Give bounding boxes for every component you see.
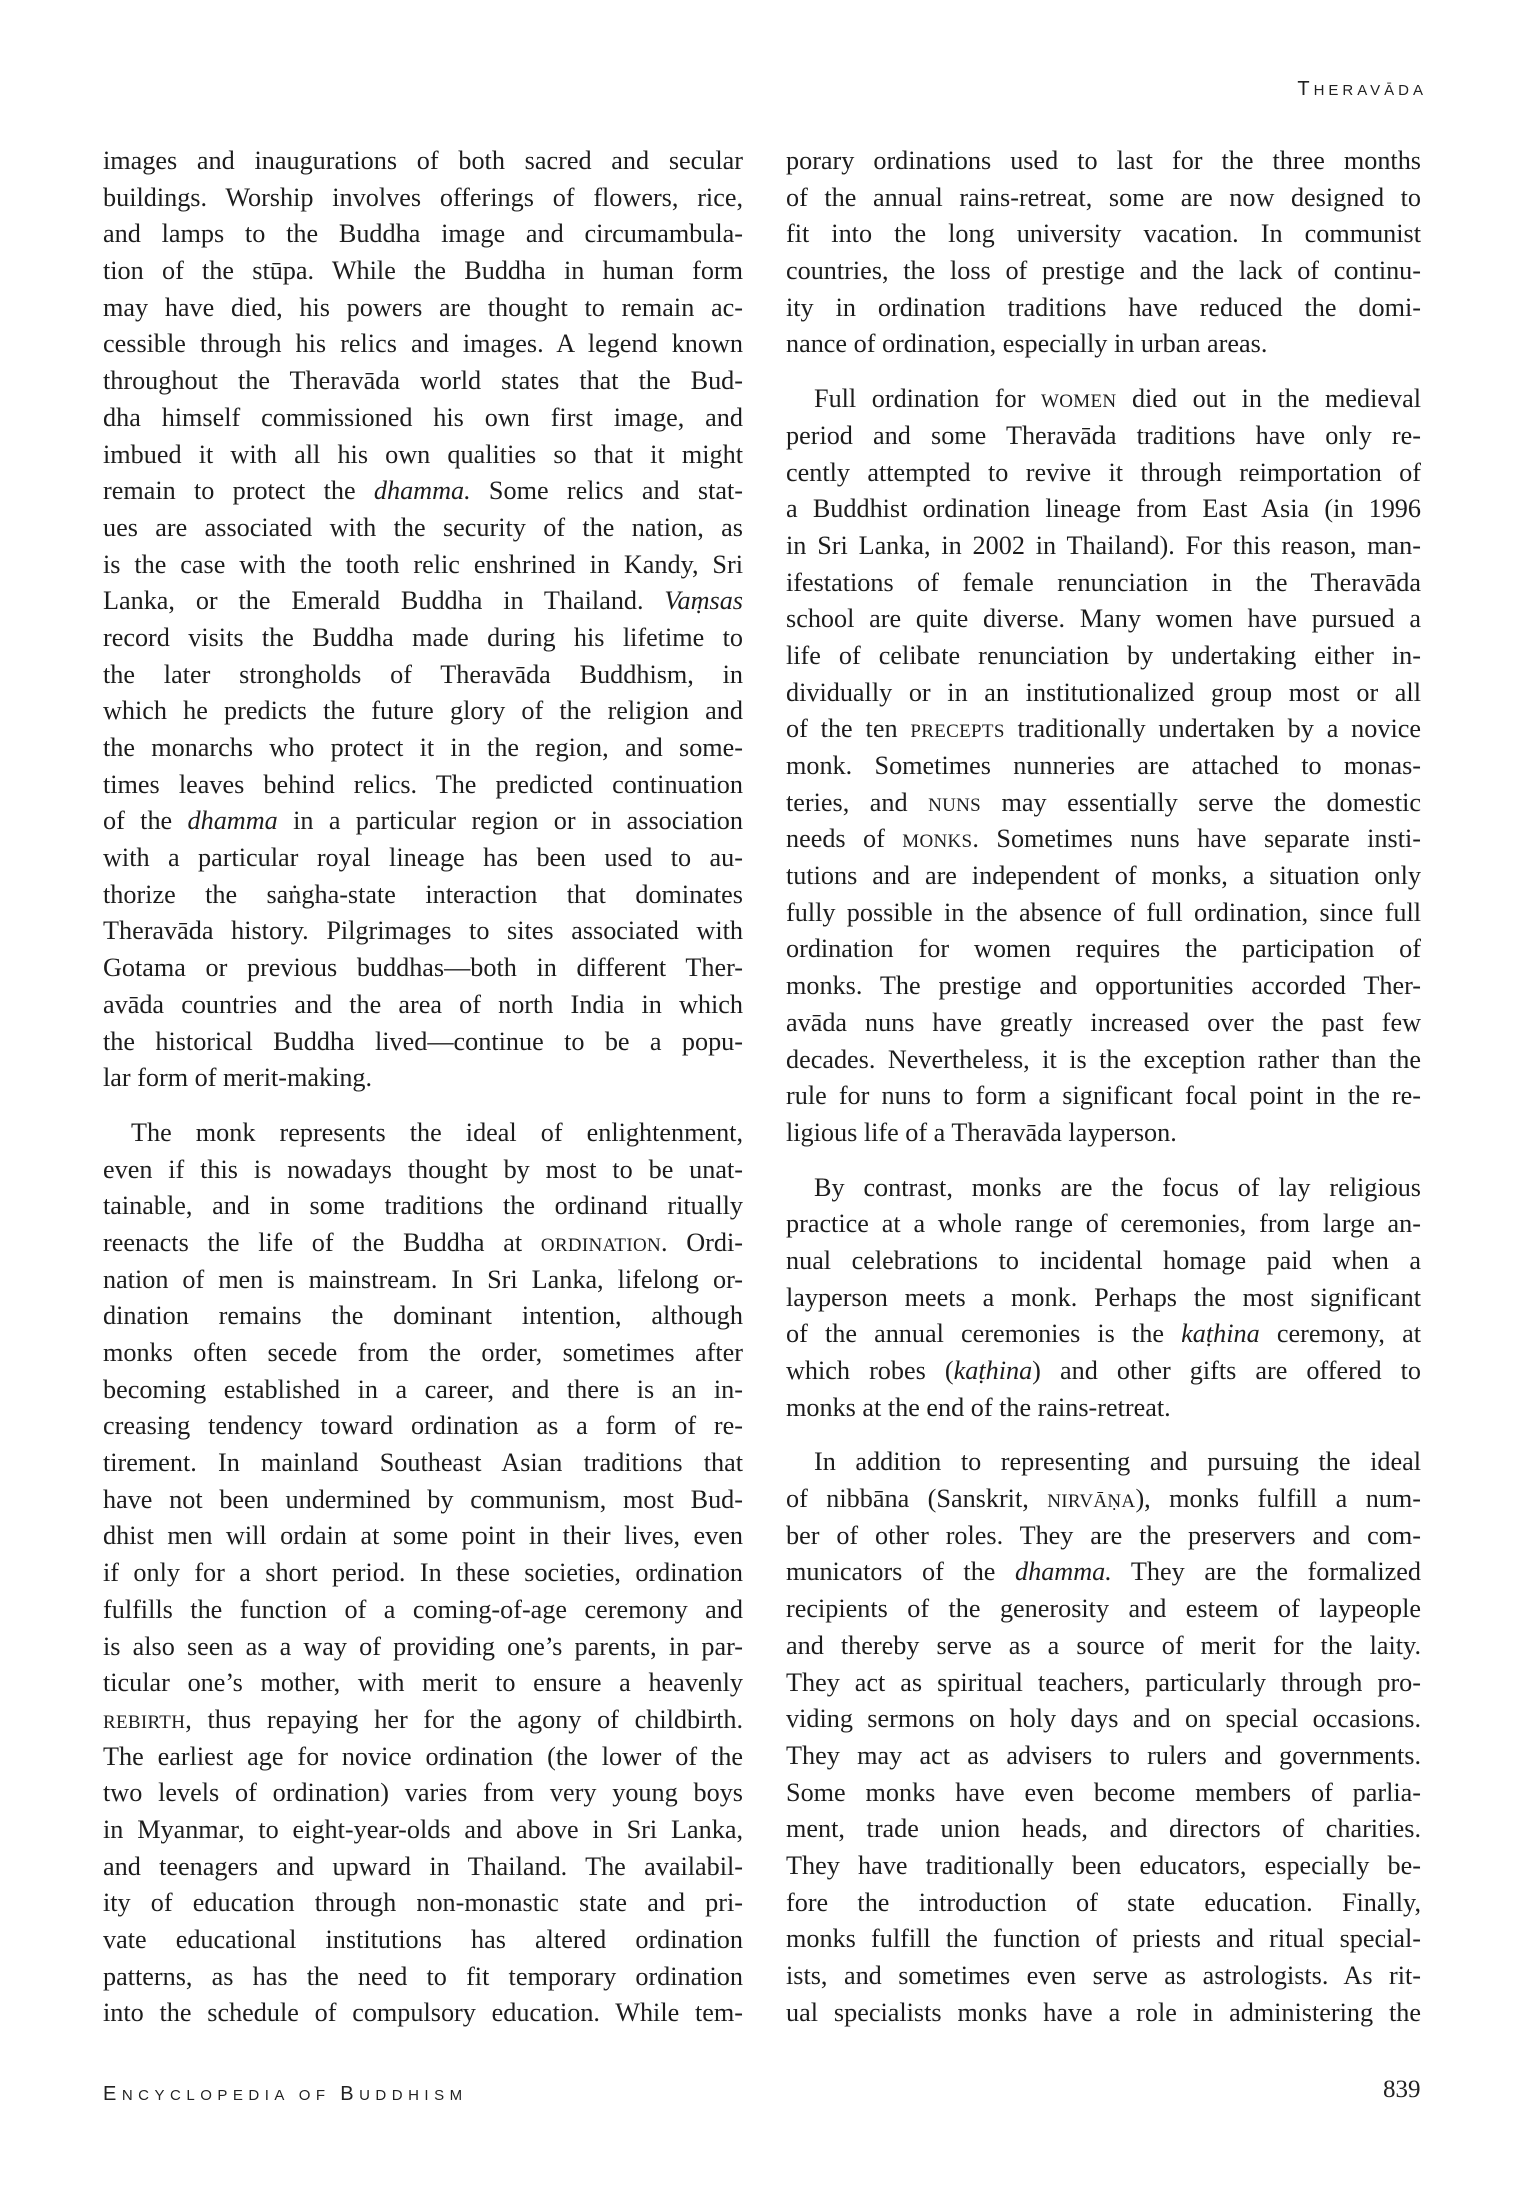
text-line [103,253,743,290]
text-run: nual celebrations to incidental homage paid when a [786,1245,1421,1275]
text-line [786,180,1421,217]
text-run: , thus repaying her for the agony of childbirth. [185,1704,743,1734]
text-line [786,1518,1421,1555]
text-run: in Sri Lanka, in 2002 in Thailand). For this reason, man- [786,530,1421,560]
text-line [786,381,1421,418]
text-run: is also seen as a way of providing one’s parents, in par- [103,1631,743,1661]
text-line [786,601,1421,638]
text-run: viding sermons on holy days and on special occasions. [786,1704,1421,1734]
text-line [786,1848,1421,1885]
text-run: decades. Nevertheless, it is the exception rather than the [786,1044,1421,1074]
cross-reference: NUNS [928,794,982,816]
text-line [103,1775,743,1812]
italic-term: dhamma. [1015,1557,1112,1587]
text-run: rule for nuns to form a significant focal point in the re- [786,1081,1421,1111]
text-run: patterns, as has the need to fit temporary ordination [103,1961,743,1991]
text-run: ity in ordination traditions have reduced the domi- [786,292,1421,322]
text-line [786,1170,1421,1207]
paragraph [103,143,743,1097]
text-run: ists, and sometimes even serve as astrologists. As rit- [786,1961,1421,1990]
text-line [786,1280,1421,1317]
text-line [786,821,1421,858]
cross-reference: ORDINATION [540,1234,661,1256]
text-run: reenacts the life of the Buddha at [103,1227,541,1257]
text-line [103,1702,743,1739]
cross-reference: PRECEPTS [910,721,1005,743]
text-run: and teenagers and upward in Thailand. The availabil- [103,1851,743,1881]
italic-term: dhamma. [373,476,471,506]
text-line [786,1995,1421,2032]
text-line [786,1078,1421,1115]
text-run: the monarchs who protect it in the region, and some- [103,733,743,762]
text-run: Some monks have even become members of parlia- [786,1777,1421,1807]
text-run: practice at a whole range of ceremonies, from large an- [786,1209,1421,1239]
text-line [786,290,1421,327]
text-run: may essentially serve the domestic [981,787,1421,817]
text-line [103,583,743,620]
text-run: They act as spiritual teachers, particularly through pro- [786,1667,1421,1697]
text-run: is the case with the tooth relic enshrined in Kandy, Sri [103,549,743,579]
text-run: They have traditionally been educators, especially be- [786,1850,1421,1880]
text-run: Some relics and stat- [470,476,743,506]
paragraph [103,1115,743,2032]
italic-term: kaṭhina [953,1356,1033,1385]
text-line [103,1959,743,1996]
text-line [103,1518,743,1555]
text-line [786,1811,1421,1848]
text-line [103,1115,743,1152]
text-run: may have died, his powers are thought to remain ac- [103,292,743,322]
text-line [103,620,743,657]
text-line [103,913,743,950]
text-line [103,1555,743,1592]
text-line [786,528,1421,565]
text-run: becoming established in a career, and there is an in- [103,1374,743,1404]
text-run: of the annual rains-retreat, some are now designed to [786,182,1421,212]
text-line [786,675,1421,712]
text-run: ifestations of female renunciation in the Theravāda [786,567,1421,597]
text-run: dividually or in an institutionalized group most or all [786,677,1421,707]
text-run: ual specialists monks have a role in administering the [786,1997,1421,2027]
text-run: lar form of merit-making. [103,1063,373,1093]
text-run: tainable, and in some traditions the ordinand ritually [103,1191,743,1221]
text-line [786,1738,1421,1775]
text-line [103,363,743,400]
text-run: thorize the saṅgha-state interaction that dominates [103,879,743,909]
text-line [103,1592,743,1629]
text-run: period and some Theravāda traditions have only re- [786,420,1421,450]
text-run: Gotama or previous buddhas—both in different Ther- [103,953,743,983]
text-run: ticular one’s mother, with merit to ensure a heavenly [103,1668,743,1698]
paragraph [786,1170,1421,1427]
text-line [786,1481,1421,1518]
text-run: monks at the end of the rains-retreat. [786,1392,1171,1422]
text-line [786,1554,1421,1591]
text-line [103,1225,743,1262]
publication-title: ENCYCLOPEDIA OF BUDDHISM [103,2083,468,2105]
text-run: buildings. Worship involves offerings of flowers, rice, [103,182,743,212]
text-run: which he predicts the future glory of the religion and [103,696,743,726]
text-run: died out in the medieval [1116,384,1421,414]
text-line [103,437,743,474]
text-line [103,1298,743,1335]
text-run: fore the introduction of state education. Finally, [786,1887,1421,1917]
text-line [786,1885,1421,1922]
text-line [786,216,1421,253]
text-line [103,1262,743,1299]
text-line [103,1188,743,1225]
text-line [786,1243,1421,1280]
text-run: . Ordi- [661,1227,743,1257]
text-run: nance of ordination, especially in urban areas. [786,329,1268,359]
text-run: ber of other roles. They are the preservers and com- [786,1520,1421,1550]
text-line [103,400,743,437]
text-line [786,1316,1421,1353]
text-run: throughout the Theravāda world states that the Bud- [103,366,743,396]
text-line [103,1995,743,2032]
text-run: even if this is nowadays thought by most to be unat- [103,1154,743,1184]
cross-reference: MONKS [902,831,973,853]
text-line [786,253,1421,290]
text-run: ), monks fulfill a num- [1135,1484,1421,1514]
text-line [786,1628,1421,1665]
text-line [103,1629,743,1666]
text-run: a Buddhist ordination lineage from East Asia (in 1996 [786,494,1421,524]
text-run: have not been undermined by communism, most Bud- [103,1484,743,1514]
text-line [103,143,743,180]
text-run: and thereby serve as a source of merit for the laity. [786,1630,1421,1660]
text-line [103,1335,743,1372]
text-run: . Sometimes nuns have separate insti- [972,824,1421,854]
running-head-title: THERAVĀDA [1297,78,1427,100]
text-run: By contrast, monks are the focus of lay religious [814,1172,1421,1202]
text-line [103,1665,743,1702]
italic-term: kaṭhina [1181,1319,1260,1349]
italic-term: dhamma [187,806,278,836]
text-line [786,1701,1421,1738]
text-line [786,1958,1421,1995]
cross-reference: NIRVĀṆA [1047,1491,1136,1513]
text-run: cessible through his relics and images. A legend known [103,329,743,359]
text-line [786,1775,1421,1812]
text-run: ity of education through non-monastic state and pri- [103,1888,743,1918]
text-line [103,290,743,327]
text-run: teries, and [786,787,929,817]
text-line [786,785,1421,822]
text-line [103,547,743,584]
cross-reference: WOMEN [1041,391,1117,413]
text-line [103,1024,743,1061]
text-run: ceremony, at [1259,1319,1421,1349]
text-run: ordination for women requires the participation of [786,934,1421,964]
text-run: Theravāda history. Pilgrimages to sites associated with [103,916,743,946]
text-run: fulfills the function of a coming-of-age ceremony and [103,1594,743,1624]
text-run: monks fulfill the function of priests and ritual special- [786,1924,1421,1954]
text-line [103,1922,743,1959]
paragraph [786,1444,1421,2031]
text-line [103,326,743,363]
text-run: images and inaugurations of both sacred and secular [103,146,743,175]
text-line [786,1591,1421,1628]
text-line [103,1812,743,1849]
text-line [786,1005,1421,1042]
text-run: The monk represents the ideal of enlightenment, [131,1117,743,1147]
text-run: tutions and are independent of monks, a situation only [786,861,1421,891]
text-line [103,1445,743,1482]
text-line [103,877,743,914]
text-run: in Myanmar, to eight-year-olds and above in Sri Lanka, [103,1814,743,1844]
text-run: In addition to representing and pursuing the ideal [814,1447,1421,1477]
text-line [786,418,1421,455]
text-run: nation of men is mainstream. In Sri Lanka, lifelong or- [103,1264,743,1294]
text-run: of the annual ceremonies is the [786,1319,1182,1349]
text-run: the historical Buddha lived—continue to be a popu- [103,1026,743,1056]
italic-term: Vaṃsas [664,586,743,616]
text-run: countries, the loss of prestige and the lack of continu- [786,256,1421,286]
text-line [786,1115,1421,1152]
text-run: fully possible in the absence of full ordination, since full [786,897,1421,927]
left-text-column [103,143,743,2050]
text-run: ligious life of a Theravāda layperson. [786,1117,1177,1147]
text-line [786,1390,1421,1427]
text-run: two levels of ordination) varies from very young boys [103,1778,743,1808]
text-line [786,326,1421,363]
text-run: monks. The prestige and opportunities accorded Ther- [786,971,1421,1001]
text-line [786,491,1421,528]
paragraph [786,143,1421,363]
text-run: Full ordination for [814,384,1042,414]
text-run: dination remains the dominant intention, although [103,1301,743,1331]
text-line [103,216,743,253]
text-run: which robes ( [786,1356,954,1385]
text-run: vate educational institutions has altered ordination [103,1925,743,1954]
text-run: They are the formalized [1111,1557,1421,1587]
paragraph [786,381,1421,1151]
text-run: record visits the Buddha made during his lifetime to [103,622,743,652]
text-line [786,1665,1421,1702]
text-run: porary ordinations used to last for the three months [786,146,1421,175]
text-run: of the [103,806,188,836]
text-line [786,455,1421,492]
text-run: Lanka, or the Emerald Buddha in Thailand. [103,586,665,616]
text-run: monks often secede from the order, sometimes after [103,1338,743,1367]
text-line [103,1408,743,1445]
text-line [103,473,743,510]
text-run: fit into the long university vacation. In communist [786,219,1421,249]
text-run: monk. Sometimes nunneries are attached to monas- [786,751,1421,780]
text-line [103,987,743,1024]
text-line [786,143,1421,180]
text-line [786,565,1421,602]
text-line [786,638,1421,675]
text-line [103,693,743,730]
text-line [103,510,743,547]
text-run: municators of the [786,1557,1016,1587]
text-run: of the ten [786,714,911,744]
text-line [103,803,743,840]
text-line [786,931,1421,968]
text-line [103,840,743,877]
text-run: dhist men will ordain at some point in their lives, even [103,1521,743,1551]
text-run: recipients of the generosity and esteem of laypeople [786,1594,1421,1624]
page-number: 839 [1383,2076,1421,2103]
text-run: avāda countries and the area of north India in which [103,989,743,1019]
text-line [103,1060,743,1097]
text-line [103,1482,743,1519]
text-run: traditionally undertaken by a novice [1004,714,1421,744]
text-run: layperson meets a monk. Perhaps the most significant [786,1282,1421,1312]
text-line [103,657,743,694]
text-line [786,895,1421,932]
text-line [103,1152,743,1189]
right-text-column [786,143,1421,2049]
text-run: ues are associated with the security of the nation, as [103,512,743,542]
text-run: life of celibate renunciation by undertaking either in- [786,640,1421,670]
text-run: imbued it with all his own qualities so that it might [103,439,743,469]
text-run: if only for a short period. In these societies, ordination [103,1558,743,1588]
text-run: The earliest age for novice ordination (the lower of the [103,1741,743,1771]
text-run: needs of [786,824,903,854]
text-line [103,1849,743,1886]
text-run: tirement. In mainland Southeast Asian traditions that [103,1448,743,1478]
text-line [786,1206,1421,1243]
text-run: school are quite diverse. Many women have pursued a [786,604,1421,634]
text-run: remain to protect the [103,476,374,506]
text-line [103,180,743,217]
text-run: the later strongholds of Theravāda Buddhism, in [103,659,743,689]
text-run: dha himself commissioned his own first image, and [103,402,743,432]
text-line [786,1353,1421,1390]
text-line [103,1885,743,1922]
text-line [103,1739,743,1776]
text-line [103,1372,743,1409]
text-line [786,1921,1421,1958]
text-run: creasing tendency toward ordination as a form of re- [103,1411,743,1441]
text-run: in a particular region or in association [277,806,743,836]
text-line [103,950,743,987]
text-run: ) and other gifts are offered to [1032,1356,1421,1385]
text-line [103,767,743,804]
text-line [786,748,1421,785]
text-run: with a particular royal lineage has been used to au- [103,843,743,873]
text-run: and lamps to the Buddha image and circumambula- [103,219,743,249]
text-line [786,1042,1421,1079]
text-run: into the schedule of compulsory education. While tem- [103,1998,743,2028]
cross-reference: REBIRTH [103,1711,186,1733]
text-run: times leaves behind relics. The predicted continuation [103,769,743,799]
text-line [103,730,743,767]
text-run: tion of the stūpa. While the Buddha in human form [103,256,743,286]
text-line [786,711,1421,748]
text-run: of nibbāna (Sanskrit, [786,1484,1048,1514]
text-run: cently attempted to revive it through reimportation of [786,457,1421,487]
text-run: ment, trade union heads, and directors of charities. [786,1814,1421,1844]
text-run: They may act as advisers to rulers and governments. [786,1740,1421,1770]
text-line [786,1444,1421,1481]
text-run: avāda nuns have greatly increased over the past few [786,1007,1421,1037]
text-line [786,858,1421,895]
text-line [786,968,1421,1005]
